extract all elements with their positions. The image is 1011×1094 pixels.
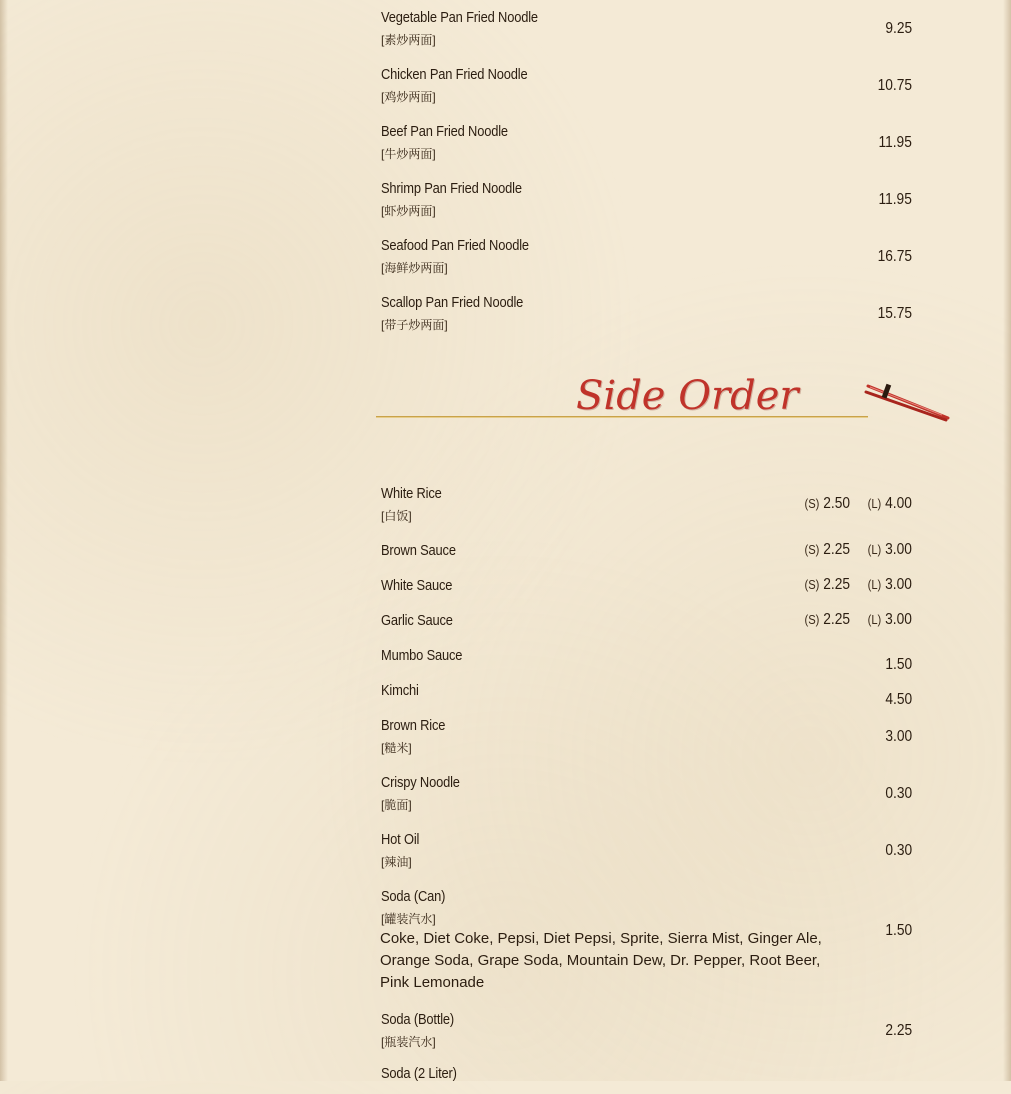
item-price: 3.00 bbox=[885, 728, 912, 745]
item-name: Crispy Noodle bbox=[381, 774, 460, 791]
item-price-sizes bbox=[805, 576, 912, 594]
item-chinese-name: [辣油] bbox=[381, 855, 412, 869]
menu-item bbox=[381, 773, 912, 830]
item-name: Soda (Bottle) bbox=[381, 1011, 455, 1028]
menu-item bbox=[381, 611, 912, 646]
menu-item bbox=[381, 716, 912, 773]
menu-item bbox=[381, 293, 912, 350]
item-chinese-name: [瓶装汽水] bbox=[381, 1035, 436, 1049]
small-price: 2.25 bbox=[823, 576, 851, 593]
item-name: Garlic Sauce bbox=[381, 612, 453, 629]
item-name: White Rice bbox=[381, 485, 442, 502]
large-price: 3.00 bbox=[885, 541, 912, 558]
item-chinese-name: [白饭] bbox=[381, 509, 412, 523]
menu-item bbox=[381, 1010, 912, 1064]
size-label: (L) bbox=[867, 542, 882, 557]
item-name: Soda (Can) bbox=[381, 888, 446, 905]
item-price: 4.50 bbox=[885, 691, 912, 708]
section-divider bbox=[376, 416, 868, 418]
size-label: (L) bbox=[867, 496, 882, 511]
item-chinese-name: [素炒两面] bbox=[381, 33, 436, 47]
item-chinese-name: [海鲜炒两面] bbox=[381, 261, 448, 275]
size-label: (S) bbox=[804, 577, 820, 592]
item-name: White Sauce bbox=[381, 577, 453, 594]
size-label: (L) bbox=[867, 612, 882, 627]
menu-item bbox=[381, 681, 912, 716]
large-price: 3.00 bbox=[885, 576, 912, 593]
item-price: 16.75 bbox=[877, 248, 912, 265]
item-price: 11.95 bbox=[878, 134, 912, 151]
chopsticks-icon bbox=[864, 380, 954, 422]
paper-edge-right bbox=[1003, 0, 1011, 1081]
menu-item bbox=[381, 576, 912, 611]
item-name: Hot Oil bbox=[381, 831, 420, 848]
pan-fried-noodle-list bbox=[381, 8, 912, 350]
item-chinese-name: [鸡炒两面] bbox=[381, 90, 436, 104]
small-price: 2.50 bbox=[823, 495, 851, 512]
item-description: Coke, Diet Coke, Pepsi, Diet Pepsi, Sprite, Sierra Mist, Ginger Ale, Orange Soda, Grape Soda, Mountain Dew, Dr. Pepper, Root Beer, Pink Lemonade bbox=[380, 930, 822, 991]
item-name: Scallop Pan Fried Noodle bbox=[381, 294, 524, 311]
item-price: 11.95 bbox=[878, 191, 912, 208]
menu-item bbox=[381, 541, 912, 576]
menu-item bbox=[381, 887, 912, 1010]
menu-item bbox=[381, 236, 912, 293]
item-price: 0.30 bbox=[885, 785, 912, 802]
size-label: (S) bbox=[804, 542, 820, 557]
item-price: 0.30 bbox=[885, 842, 912, 859]
item-price-sizes bbox=[805, 495, 912, 513]
item-chinese-name: [牛炒两面] bbox=[381, 147, 436, 161]
item-price: 15.75 bbox=[877, 305, 912, 322]
item-chinese-name: [虾炒两面] bbox=[381, 204, 436, 218]
menu-item bbox=[381, 830, 912, 887]
item-chinese-name: [糙米] bbox=[381, 741, 412, 755]
item-name: Seafood Pan Fried Noodle bbox=[381, 237, 529, 254]
item-price: 1.50 bbox=[885, 922, 912, 939]
item-price: 2.25 bbox=[885, 1022, 912, 1039]
item-chinese-name: [带子炒两面] bbox=[381, 318, 448, 332]
item-price: 10.75 bbox=[877, 77, 912, 94]
item-name: Brown Sauce bbox=[381, 542, 456, 559]
menu-item bbox=[381, 179, 912, 236]
large-price: 3.00 bbox=[885, 611, 912, 628]
size-label: (L) bbox=[867, 577, 882, 592]
section-title: Side Order bbox=[576, 373, 799, 419]
item-chinese-name: [脆面] bbox=[381, 798, 412, 812]
item-price-sizes bbox=[805, 611, 912, 629]
item-name: Mumbo Sauce bbox=[381, 647, 463, 664]
large-price: 4.00 bbox=[885, 495, 912, 512]
item-name: Shrimp Pan Fried Noodle bbox=[381, 180, 522, 197]
menu-item bbox=[381, 484, 912, 541]
item-name: Kimchi bbox=[381, 682, 419, 699]
item-price: 9.25 bbox=[885, 20, 912, 37]
menu-item bbox=[381, 646, 912, 681]
menu-item bbox=[381, 1064, 912, 1094]
paper-edge-left bbox=[0, 0, 8, 1081]
item-name: Vegetable Pan Fried Noodle bbox=[381, 9, 538, 26]
item-name: Soda (2 Liter) bbox=[381, 1065, 457, 1082]
section-header-side-order bbox=[376, 372, 954, 424]
item-chinese-name: [罐装汽水] bbox=[381, 912, 436, 926]
item-price: 1.50 bbox=[885, 656, 912, 673]
size-label: (S) bbox=[804, 496, 820, 511]
item-name: Beef Pan Fried Noodle bbox=[381, 123, 508, 140]
small-price: 2.25 bbox=[823, 541, 851, 558]
item-price-sizes bbox=[805, 541, 912, 559]
side-order-list bbox=[381, 484, 912, 1094]
item-name: Brown Rice bbox=[381, 717, 446, 734]
menu-item bbox=[381, 122, 912, 179]
size-label: (S) bbox=[804, 612, 820, 627]
small-price: 2.25 bbox=[823, 611, 851, 628]
item-name: Chicken Pan Fried Noodle bbox=[381, 66, 528, 83]
menu-item bbox=[381, 8, 912, 65]
menu-item bbox=[381, 65, 912, 122]
